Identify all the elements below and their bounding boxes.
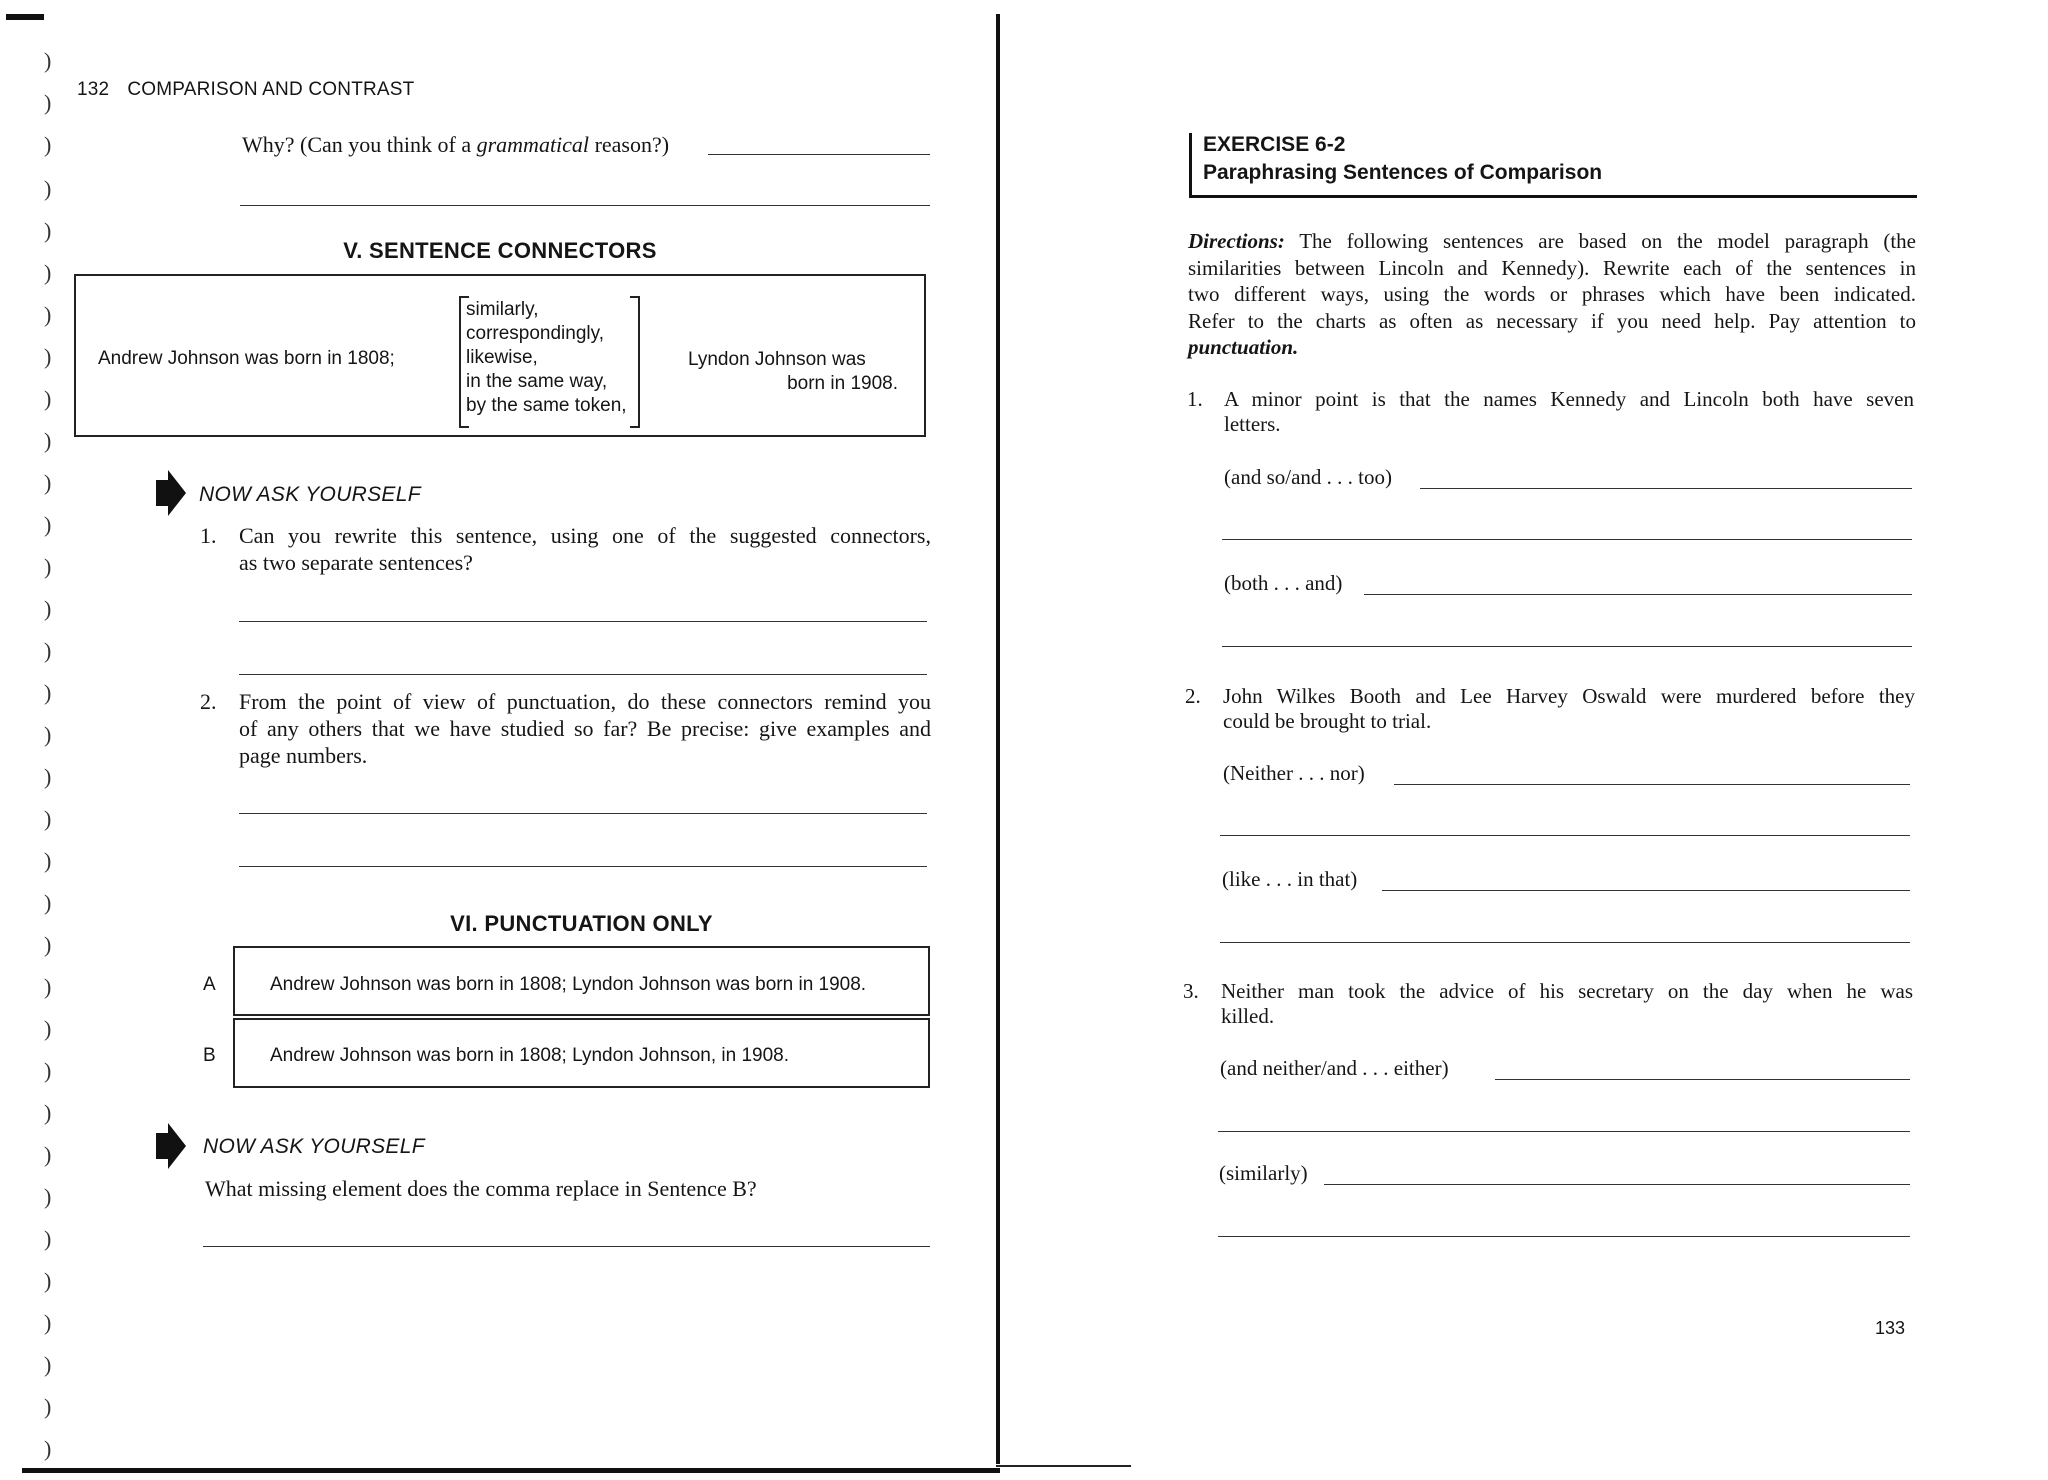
answer-line[interactable] <box>1218 1131 1910 1132</box>
answer-line[interactable] <box>203 1246 930 1247</box>
question-number: 2. <box>200 689 217 714</box>
arrow-right-icon <box>156 1123 186 1169</box>
answer-line[interactable] <box>1382 890 1910 891</box>
cue-text: (similarly) <box>1219 1161 1308 1185</box>
connector-item: likewise, <box>466 347 538 368</box>
cue-text: (Neither . . . nor) <box>1223 761 1365 785</box>
section-vi-title: VI. PUNCTUATION ONLY <box>450 911 713 936</box>
scan-mark <box>6 14 44 20</box>
connector-item: in the same way, <box>466 371 608 392</box>
answer-line[interactable] <box>240 205 930 206</box>
ask-yourself-label: NOW ASK YOURSELF <box>199 483 421 506</box>
answer-line[interactable] <box>239 674 927 675</box>
connector-item: correspondingly, <box>466 323 605 344</box>
question-number: 1. <box>200 523 217 548</box>
answer-line[interactable] <box>1324 1184 1910 1185</box>
item-2-line-1: John Wilkes Booth and Lee Harvey Oswald were murdered before they <box>1223 684 1915 708</box>
cue-text: (and so/and . . . too) <box>1224 465 1392 489</box>
answer-line[interactable] <box>1364 594 1912 595</box>
arrow-right-icon <box>156 470 186 516</box>
page-number-right: 133 <box>1875 1318 1906 1338</box>
directions <box>1188 228 1916 361</box>
answer-line[interactable] <box>1495 1079 1910 1080</box>
cue-text: (and neither/and . . . either) <box>1220 1056 1449 1080</box>
question-1-line-2: as two separate sentences? <box>239 550 473 575</box>
sentence-a: Andrew Johnson was born in 1808; Lyndon Johnson was born in 1908. <box>270 974 867 995</box>
item-3-line-2: killed. <box>1221 1004 1275 1028</box>
item-1-line-1: A minor point is that the names Kennedy and Lincoln both have seven <box>1224 387 1914 411</box>
answer-line[interactable] <box>1420 488 1912 489</box>
question-2-line-3: page numbers. <box>239 743 368 768</box>
item-2-line-2: could be brought to trial. <box>1223 709 1432 733</box>
ask-yourself-label: NOW ASK YOURSELF <box>203 1135 425 1158</box>
answer-line[interactable] <box>1220 942 1910 943</box>
question-2-line-1: From the point of view of punctuation, do these connectors remind you <box>239 689 931 714</box>
page-number-left: 132 <box>77 79 110 100</box>
exercise-number: EXERCISE 6-2 <box>1203 133 1346 156</box>
connector-list <box>466 298 627 418</box>
answer-line[interactable] <box>1222 539 1912 540</box>
row-label-a: A <box>203 974 216 995</box>
answer-line[interactable] <box>1222 646 1912 647</box>
directions-line: punctuation. <box>1188 335 1299 359</box>
answer-line[interactable] <box>1394 784 1910 785</box>
directions-lead: Directions: <box>1188 229 1285 253</box>
connector-item: by the same token, <box>466 395 627 416</box>
answer-line[interactable] <box>239 866 927 867</box>
right-clause: Lyndon Johnson was born in 1908. <box>688 349 898 394</box>
connector-item: similarly, <box>466 299 539 320</box>
directions-line: two different ways, using the words or phrases which have been indicated. <box>1188 282 1916 306</box>
item-3-line-1: Neither man took the advice of his secretary on the day when he was <box>1221 979 1913 1003</box>
exercise-title: Paraphrasing Sentences of Comparison <box>1203 161 1603 184</box>
right-bracket <box>630 296 640 428</box>
answer-line[interactable] <box>1220 835 1910 836</box>
section-v-title: V. SENTENCE CONNECTORS <box>343 238 657 263</box>
directions-line: similarities between Lincoln and Kennedy). Rewrite each of the sentences in <box>1188 255 1916 280</box>
exercise-underline <box>1189 195 1917 198</box>
row-label-b: B <box>203 1045 216 1066</box>
item-number: 3. <box>1183 979 1199 1003</box>
cue-text: (both . . . and) <box>1224 571 1343 595</box>
comma-question: What missing element does the comma replace in Sentence B? <box>205 1176 757 1201</box>
answer-line[interactable] <box>708 154 930 155</box>
item-number: 2. <box>1185 684 1201 708</box>
sentence-b: Andrew Johnson was born in 1808; Lyndon Johnson, in 1908. <box>270 1045 789 1066</box>
answer-line[interactable] <box>239 621 927 622</box>
question-2-line-2: of any others that we have studied so far? Be precise: give examples and <box>239 716 931 741</box>
left-clause: Andrew Johnson was born in 1808; <box>98 348 395 369</box>
answer-line[interactable] <box>1218 1236 1910 1237</box>
directions-line: Refer to the charts as often as necessary if you need help. Pay attention to <box>1188 308 1916 333</box>
book-spine <box>996 14 1000 1464</box>
cue-text: (like . . . in that) <box>1222 867 1358 891</box>
chapter-title: COMPARISON AND CONTRAST <box>127 79 415 100</box>
question-1-line-1: Can you rewrite this sentence, using one of the suggested connectors, <box>239 523 931 548</box>
why-question: Why? (Can you think of a grammatical reason?) <box>242 132 670 157</box>
answer-line[interactable] <box>239 813 927 814</box>
page-bottom-edge-right <box>996 1465 1131 1467</box>
exercise-bracket <box>1189 133 1192 195</box>
item-number: 1. <box>1187 387 1203 411</box>
directions-line: The following sentences are based on the model paragraph (the <box>1299 229 1917 253</box>
running-head <box>77 79 414 101</box>
item-1-line-2: letters. <box>1224 412 1281 436</box>
page-bottom-edge <box>22 1468 1000 1473</box>
